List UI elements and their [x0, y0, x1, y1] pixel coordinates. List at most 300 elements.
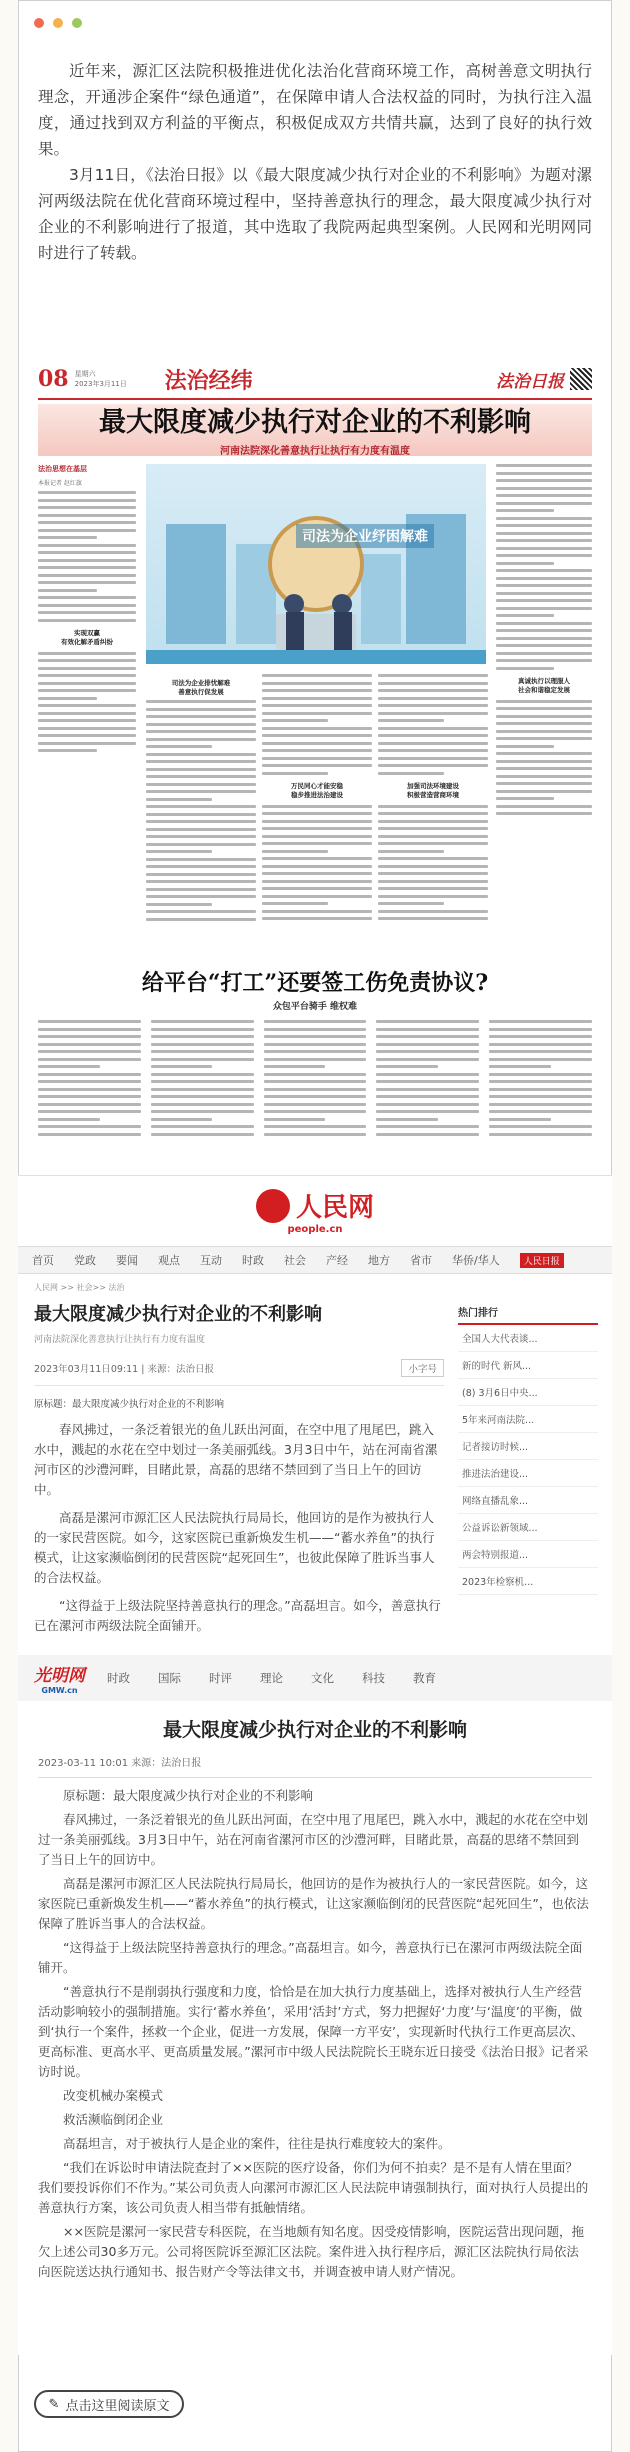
- text-line: [496, 464, 592, 467]
- text-line: [38, 1028, 141, 1031]
- page-number: 08: [38, 366, 69, 392]
- text-line: [496, 667, 554, 670]
- text-line: [38, 652, 136, 655]
- text-line: [38, 559, 136, 562]
- newspaper-header: [38, 360, 592, 400]
- illustration-art: [146, 464, 486, 664]
- text-line: [262, 880, 372, 883]
- sidebar-item[interactable]: (8) 3月6日中央...: [458, 1379, 598, 1406]
- guangming-paragraph: 高磊是漯河市源汇区人民法院执行局局长，他回访的是作为被执行人的一家民营医院。如今，这家医院已重新焕发生机——“蓄水养鱼”的执行模式，让这家濒临倒闭的民营医院“起死回生”，也依法保障了胜诉当事人的合法权益。: [38, 1876, 589, 1931]
- text-line: [146, 715, 256, 718]
- text-line: [151, 1028, 254, 1031]
- newspaper-headline-2: 给平台“打工”还要签工伤免责协议?: [141, 970, 489, 996]
- text-line: [264, 1133, 367, 1136]
- text-line: [151, 1073, 254, 1076]
- text-line: [496, 517, 592, 520]
- text-line: [151, 1125, 254, 1128]
- text-line: [378, 742, 488, 745]
- text-line: [38, 1043, 141, 1046]
- text-line: [378, 857, 488, 860]
- people-nav-item[interactable]: 互动: [200, 1254, 222, 1267]
- text-line: [376, 1020, 479, 1023]
- text-line: [38, 566, 136, 569]
- text-line: [496, 524, 592, 527]
- sidebar-item[interactable]: 全国人大代表谈...: [458, 1325, 598, 1352]
- page-date: 星期六 2023年3月11日: [74, 370, 127, 388]
- text-line: [146, 813, 256, 816]
- text-line: [378, 689, 488, 692]
- text-line: [376, 1058, 479, 1061]
- text-line: [38, 491, 136, 494]
- text-line: [496, 730, 592, 733]
- text-line: [264, 1110, 367, 1113]
- text-line: [38, 506, 136, 509]
- text-line: [489, 1125, 592, 1128]
- text-line: [496, 614, 554, 617]
- text-line: [496, 797, 554, 800]
- sidebar-item[interactable]: 两会特别报道...: [458, 1541, 598, 1568]
- intro-paragraph-2: 3月11日，《法治日报》以《最大限度减少执行对企业的不利影响》为题对漯河两级法院在优化营商环境过程中，坚持善意执行的理念，最大限度减少执行对企业的不利影响进行了报道，其中选取了我院两起典型案例。人民网和光明网同时进行了转载。: [38, 166, 592, 262]
- guangming-nav-item[interactable]: 国际: [158, 1671, 181, 1685]
- sidebar-item[interactable]: 网络直播乱象...: [458, 1487, 598, 1514]
- text-line: [38, 536, 97, 539]
- people-logo-icon: [256, 1189, 290, 1223]
- text-line: [262, 689, 372, 692]
- text-line: [146, 708, 256, 711]
- text-line: [151, 1035, 254, 1038]
- text-line: [262, 805, 372, 808]
- sidebar-item[interactable]: 5年来河南法院...: [458, 1406, 598, 1433]
- people-subtitle: 河南法院深化善意执行让执行有力度有温度: [34, 1335, 206, 1345]
- text-line: [264, 1088, 367, 1091]
- text-line: [489, 1050, 592, 1053]
- text-line: [378, 734, 488, 737]
- people-nav-item[interactable]: 社会: [284, 1254, 306, 1267]
- illustration-caption: 司法为企业纾困解难: [296, 524, 434, 548]
- text-line: [38, 1035, 141, 1038]
- text-line: [38, 551, 136, 554]
- text-line: [151, 1065, 213, 1068]
- text-line: [496, 652, 592, 655]
- text-line: [264, 1035, 367, 1038]
- text-line: [489, 1118, 551, 1121]
- text-line: [496, 737, 592, 740]
- text-line: [262, 772, 328, 775]
- text-line: [262, 812, 372, 815]
- people-nav-item[interactable]: 党政: [74, 1254, 96, 1267]
- text-line: [264, 1058, 367, 1061]
- text-line: [489, 1095, 592, 1098]
- text-line: [146, 760, 256, 763]
- text-line: [264, 1080, 367, 1083]
- text-line: [376, 1028, 479, 1031]
- text-line: [38, 1080, 141, 1083]
- people-nav-item[interactable]: 要闻: [116, 1254, 138, 1267]
- text-line: [264, 1028, 367, 1031]
- text-line: [146, 873, 256, 876]
- guangming-paragraph: 春风拂过，一条泛着银光的鱼儿跃出河面，在空中甩了甩尾巴，跳入水中，溅起的水花在空中划过一条美丽弧线。3月3日中午，站在河南省漯河市区的沙澧河畔，目睹此景，高磊的思绪不禁回到了当日上午的回访中。: [38, 1812, 589, 1867]
- text-line: [146, 730, 256, 733]
- text-line: [496, 745, 554, 748]
- people-nav-item[interactable]: 观点: [158, 1254, 180, 1267]
- text-line: [151, 1110, 254, 1113]
- text-line: [146, 850, 212, 853]
- text-line: [38, 689, 136, 692]
- pencil-icon: ✎: [48, 2396, 60, 2412]
- people-meta-row: [34, 1359, 444, 1386]
- text-line: [38, 1065, 100, 1068]
- sidebar-item[interactable]: 公益诉讼新领域...: [458, 1514, 598, 1541]
- text-line: [262, 910, 372, 913]
- newspaper-subhead: 河南法院深化善意执行让执行有力度有温度: [220, 446, 410, 457]
- text-line: [496, 584, 592, 587]
- text-line: [496, 805, 592, 808]
- text-line: [38, 1125, 141, 1128]
- text-line: [38, 697, 97, 700]
- guangming-title: 最大限度减少执行对企业的不利影响: [162, 1719, 467, 1741]
- text-line: [496, 487, 592, 490]
- people-nav-item[interactable]: 华侨/华人: [452, 1254, 500, 1267]
- text-line: [262, 734, 372, 737]
- text-line: [262, 674, 372, 677]
- guangming-screenshot: [18, 1655, 612, 2355]
- text-line: [38, 521, 136, 524]
- text-line: [262, 727, 372, 730]
- people-nav-item[interactable]: 产经: [326, 1254, 348, 1267]
- people-source-line: 原标题：最大限度减少执行对企业的不利影响: [34, 1399, 225, 1410]
- newspaper-lower-columns: [38, 1020, 592, 1140]
- text-line: [38, 749, 97, 752]
- text-line: [378, 757, 488, 760]
- text-line: [38, 589, 97, 592]
- text-line: [496, 752, 592, 755]
- byline: 本报记者 赵红旗: [38, 480, 82, 487]
- text-line: [496, 790, 592, 793]
- text-line: [378, 887, 488, 890]
- text-line: [146, 738, 256, 741]
- text-line: [378, 749, 488, 752]
- guangming-paragraph: “善意执行不是削弱执行强度和力度，恰恰是在加大执行力度基础上，选择对被执行人生产经营活动影响较小的强制措施。实行‘蓄水养鱼’，采用‘活封’方式，努力把握好‘力度’与‘温度’的平衡，做到‘执行一个案件，拯救一个企业，促进一方发展，保障一方平安’，实现新时代执行工作更高层次、更高标准、更高水平、更高质量发展。”漯河市中级人民法院院长王晓东近日接受《法治日报》记者采访时说。: [38, 1984, 589, 2079]
- text-line: [262, 872, 372, 875]
- text-line: [264, 1043, 367, 1046]
- text-line: [378, 764, 488, 767]
- text-line: [496, 494, 592, 497]
- window-dots: [34, 18, 82, 28]
- guangming-paragraph: 高磊坦言，对于被执行人是企业的案件，往往是执行难度较大的案件。: [63, 2136, 451, 2151]
- text-line: [496, 509, 554, 512]
- guangming-paragraph: “我们在诉讼时申请法院查封了××医院的医疗设备，你们为何不拍卖？是不是有人情在里面？我们要投诉你们不作为。”某公司负责人向漯河市源汇区人民法院申请强制执行，面对执行人员提出的善意执行方案，该公司负责人相当带有抵触情绪。: [38, 2160, 589, 2215]
- text-line: [38, 1103, 141, 1106]
- text-line: [376, 1110, 479, 1113]
- text-line: [146, 858, 256, 861]
- text-line: [151, 1095, 254, 1098]
- newspaper-column-3: [262, 674, 372, 925]
- guangming-meta: 2023-03-11 10:01 来源：法治日报: [38, 1754, 592, 1778]
- sidebar-item[interactable]: 记者接访时候...: [458, 1433, 598, 1460]
- guangming-nav: [107, 1670, 436, 1686]
- newspaper-box-5: 真诚执行以理服人 社会和谐稳定发展: [518, 676, 570, 694]
- text-line: [489, 1133, 592, 1136]
- text-line: [489, 1088, 592, 1091]
- people-sidebar: [458, 1304, 598, 1595]
- text-line: [38, 674, 136, 677]
- font-size-button[interactable]: 小字号: [401, 1359, 444, 1377]
- text-line: [376, 1035, 479, 1038]
- text-line: [262, 712, 372, 715]
- text-line: [146, 910, 256, 913]
- dot-green: [72, 18, 82, 28]
- text-line: [378, 727, 488, 730]
- text-line: [378, 827, 488, 830]
- people-meta: 2023年03月11日09:11 | 来源：法治日报: [34, 1364, 214, 1375]
- text-line: [496, 812, 592, 815]
- text-line: [264, 1065, 326, 1068]
- text-line: [376, 1080, 479, 1083]
- text-line: [146, 843, 256, 846]
- guangming-logo-text: 光明网: [34, 1666, 85, 1686]
- guangming-nav-item[interactable]: 理论: [260, 1671, 283, 1685]
- people-nav-item[interactable]: 省市: [410, 1254, 432, 1267]
- illustration: [146, 464, 486, 664]
- text-line: [489, 1028, 592, 1031]
- text-line: [378, 772, 444, 775]
- guangming-header: [18, 1655, 612, 1701]
- text-line: [262, 917, 372, 920]
- text-line: [38, 712, 136, 715]
- people-logo-area: [18, 1176, 612, 1246]
- people-nav-item[interactable]: 时政: [242, 1254, 264, 1267]
- people-screenshot: [18, 1175, 612, 1656]
- text-line: [378, 835, 488, 838]
- text-line: [38, 1095, 141, 1098]
- text-line: [264, 1020, 367, 1023]
- text-line: [496, 547, 592, 550]
- text-line: [489, 1043, 592, 1046]
- newspaper-lower: [30, 960, 600, 1170]
- people-breadcrumb[interactable]: 人民网 >> 社会>> 法治: [34, 1283, 125, 1292]
- text-line: [38, 1088, 141, 1091]
- text-line: [496, 502, 592, 505]
- intro-paragraph-1: 近年来，源汇区法院积极推进优化法治化营商环境工作，高树善意文明执行理念，开通涉企案件“绿色通道”，在保障申请人合法权益的同时，为执行注入温度，通过找到双方利益的平衡点，积极促成双方共情共赢，达到了良好的执行效果。: [38, 62, 592, 158]
- text-line: [146, 820, 256, 823]
- guangming-logo[interactable]: [34, 1661, 85, 1695]
- text-line: [496, 472, 592, 475]
- dot-red: [34, 18, 44, 28]
- text-line: [378, 820, 488, 823]
- text-line: [146, 790, 256, 793]
- column-tag: 法治思想在基层: [38, 465, 87, 473]
- text-line: [151, 1088, 254, 1091]
- guangming-body: [18, 1778, 612, 2282]
- text-line: [146, 918, 256, 921]
- text-line: [146, 888, 256, 891]
- text-line: [496, 629, 592, 632]
- text-line: [151, 1118, 213, 1121]
- text-line: [146, 753, 256, 756]
- text-line: [146, 745, 212, 748]
- text-line: [262, 764, 372, 767]
- text-line: [496, 554, 592, 557]
- text-line: [38, 529, 136, 532]
- text-line: [146, 798, 212, 801]
- text-line: [262, 842, 372, 845]
- sidebar-item[interactable]: 推进法治建设...: [458, 1460, 598, 1487]
- text-line: [496, 562, 554, 565]
- text-line: [262, 820, 372, 823]
- text-line: [378, 910, 488, 913]
- text-line: [146, 895, 256, 898]
- text-line: [38, 514, 136, 517]
- newspaper-subhead-2: 众包平台骑手 维权难: [272, 1002, 358, 1012]
- text-line: [489, 1103, 592, 1106]
- people-nav-item[interactable]: 地方: [368, 1254, 390, 1267]
- text-line: [264, 1118, 326, 1121]
- read-original-button[interactable]: [34, 2390, 184, 2418]
- guangming-logo-sub: GMW.cn: [41, 1686, 78, 1695]
- guangming-nav-item[interactable]: 时评: [209, 1671, 232, 1685]
- text-line: [264, 1073, 367, 1076]
- text-line: [151, 1133, 254, 1136]
- text-line: [378, 719, 444, 722]
- text-line: [378, 712, 488, 715]
- text-line: [376, 1095, 479, 1098]
- newspaper-headline: 最大限度减少执行对企业的不利影响: [99, 407, 531, 438]
- qr-code-icon: [570, 368, 592, 390]
- text-line: [378, 674, 488, 677]
- text-line: [151, 1103, 254, 1106]
- people-weekly-tag[interactable]: 人民日报: [520, 1253, 564, 1268]
- text-line: [38, 611, 136, 614]
- text-line: [489, 1020, 592, 1023]
- text-line: [262, 835, 372, 838]
- text-line: [264, 1050, 367, 1053]
- text-line: [496, 767, 592, 770]
- newspaper-column-4: [378, 674, 488, 925]
- text-line: [496, 715, 592, 718]
- guangming-nav-item[interactable]: 文化: [311, 1671, 334, 1685]
- text-line: [262, 742, 372, 745]
- newspaper-box-3: 万民同心才能安稳 稳步推进法治建设: [291, 781, 343, 799]
- text-line: [489, 1073, 592, 1076]
- text-line: [38, 1133, 141, 1136]
- text-line: [378, 895, 488, 898]
- text-line: [496, 775, 592, 778]
- guangming-nav-item[interactable]: 时政: [107, 1671, 130, 1685]
- newspaper-box-1: 实现双赢 有效化解矛盾纠纷: [61, 628, 113, 646]
- text-line: [151, 1043, 254, 1046]
- text-line: [496, 599, 592, 602]
- newspaper-column-left: [38, 464, 136, 757]
- text-line: [151, 1058, 254, 1061]
- people-nav-item[interactable]: 首页: [32, 1254, 54, 1267]
- text-line: [376, 1073, 479, 1076]
- text-line: [378, 872, 488, 875]
- text-line: [264, 1103, 367, 1106]
- text-line: [378, 850, 444, 853]
- text-line: [378, 902, 444, 905]
- guangming-nav-item[interactable]: 科技: [362, 1671, 385, 1685]
- headline-band: [38, 404, 592, 456]
- text-line: [496, 659, 592, 662]
- sidebar-title: 热门排行: [458, 1304, 598, 1325]
- text-line: [38, 704, 136, 707]
- text-line: [262, 887, 372, 890]
- text-line: [489, 1110, 592, 1113]
- text-line: [378, 805, 488, 808]
- text-line: [376, 1125, 479, 1128]
- text-line: [378, 697, 488, 700]
- text-line: [262, 827, 372, 830]
- text-line: [38, 742, 136, 745]
- text-line: [376, 1050, 479, 1053]
- people-article: [34, 1300, 444, 1644]
- sidebar-item[interactable]: 新的时代 新风...: [458, 1352, 598, 1379]
- text-line: [38, 596, 136, 599]
- text-line: [38, 1050, 141, 1053]
- text-line: [262, 850, 328, 853]
- section-name: 法治经纬: [164, 367, 253, 394]
- text-line: [496, 637, 592, 640]
- text-line: [496, 707, 592, 710]
- text-line: [38, 574, 136, 577]
- newspaper-column-2: [146, 674, 256, 925]
- text-line: [38, 719, 136, 722]
- text-line: [151, 1080, 254, 1083]
- text-line: [146, 700, 256, 703]
- text-line: [146, 903, 212, 906]
- people-nav: [18, 1246, 612, 1274]
- text-line: [489, 1080, 592, 1083]
- people-logo[interactable]: [256, 1187, 374, 1224]
- text-line: [38, 1118, 100, 1121]
- text-line: [496, 722, 592, 725]
- text-line: [38, 667, 136, 670]
- text-line: [38, 734, 136, 737]
- guangming-paragraph: 救活濒临倒闭企业: [63, 2112, 164, 2127]
- text-line: [262, 697, 372, 700]
- people-title: 最大限度减少执行对企业的不利影响: [34, 1304, 322, 1325]
- text-line: [496, 644, 592, 647]
- text-line: [146, 775, 256, 778]
- text-line: [496, 539, 592, 542]
- text-line: [496, 577, 592, 580]
- text-line: [264, 1095, 367, 1098]
- text-line: [496, 700, 592, 703]
- text-line: [38, 619, 136, 622]
- text-line: [496, 592, 592, 595]
- text-line: [146, 768, 256, 771]
- text-line: [38, 604, 136, 607]
- read-original-label: 点击这里阅读原文: [65, 2398, 170, 2414]
- text-line: [376, 1043, 479, 1046]
- text-line: [262, 682, 372, 685]
- text-line: [489, 1058, 592, 1061]
- text-line: [262, 757, 372, 760]
- text-line: [262, 704, 372, 707]
- text-line: [378, 880, 488, 883]
- people-paragraph: 春风拂过，一条泛着银光的鱼儿跃出河面，在空中甩了甩尾巴，跳入水中，溅起的水花在空中划过一条美丽弧线。3月3日中午，站在河南省漯河市区的沙澧河畔，目睹此景，高磊的思绪不禁回到了当日上午的回访中。: [34, 1422, 438, 1497]
- text-line: [38, 682, 136, 685]
- text-line: [38, 1110, 141, 1113]
- text-line: [38, 499, 136, 502]
- guangming-paragraph: “这得益于上级法院坚持善意执行的理念。”高磊坦言。如今，善意执行已在漯河市两级法院全面铺开。: [38, 1940, 583, 1975]
- newspaper-page: [30, 352, 600, 952]
- guangming-nav-item[interactable]: 教育: [413, 1671, 436, 1685]
- sidebar-item[interactable]: 2023年检察机...: [458, 1568, 598, 1595]
- text-line: [496, 479, 592, 482]
- text-line: [264, 1125, 367, 1128]
- text-line: [496, 569, 592, 572]
